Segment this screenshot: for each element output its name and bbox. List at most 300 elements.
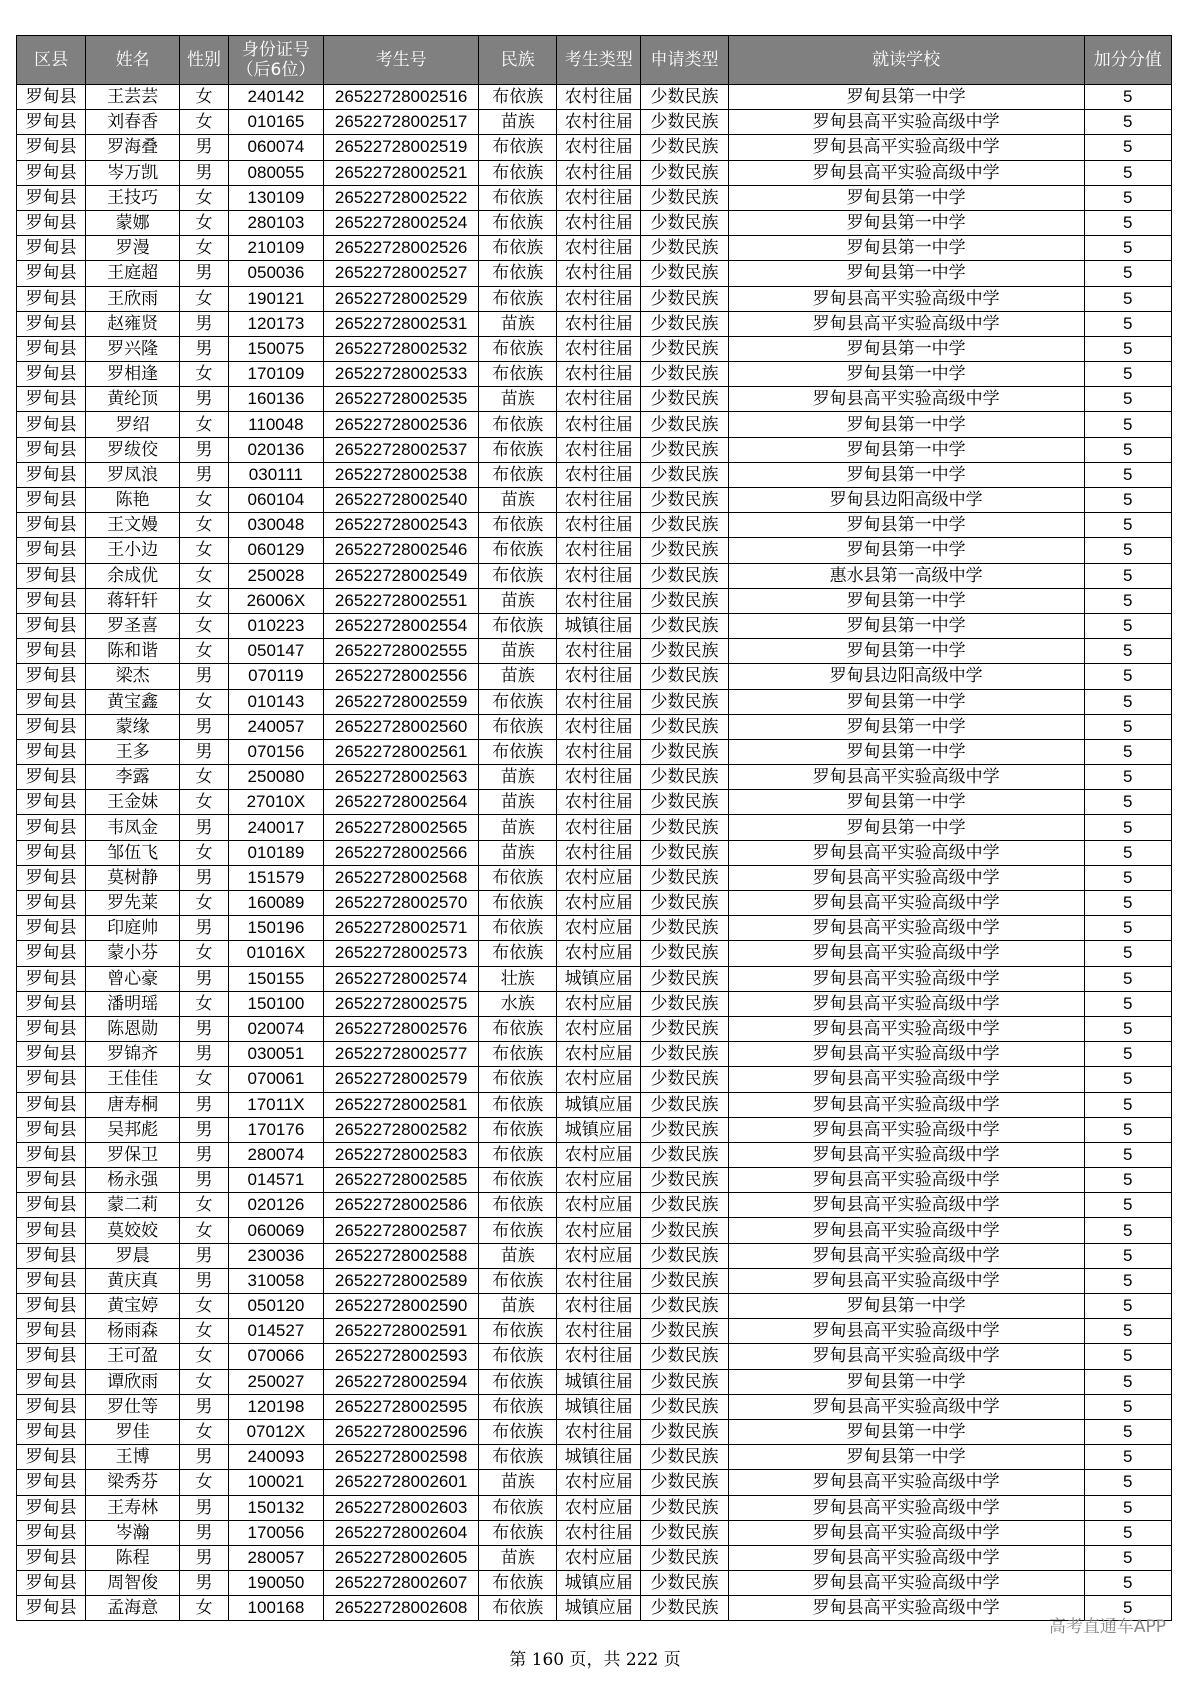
table-row <box>17 513 1172 538</box>
district-cell: 罗甸县 <box>17 1016 86 1041</box>
table-row <box>17 588 1172 613</box>
table-row <box>17 991 1172 1016</box>
bonus-points-cell: 5 <box>1084 790 1171 815</box>
candidate-type-cell: 农村应届 <box>557 1495 641 1520</box>
candidate-type-cell: 农村往届 <box>557 639 641 664</box>
name-cell: 罗绂佼 <box>86 437 180 462</box>
gender-cell: 男 <box>180 261 229 286</box>
application-type-cell: 少数民族 <box>641 261 728 286</box>
gender-cell: 男 <box>180 135 229 160</box>
id-last6-cell: 050036 <box>229 261 324 286</box>
application-type-cell: 少数民族 <box>641 790 728 815</box>
table-row <box>17 1344 1172 1369</box>
id-last6-cell: 010189 <box>229 840 324 865</box>
table-row <box>17 840 1172 865</box>
district-cell: 罗甸县 <box>17 639 86 664</box>
exam-number-cell: 26522728002531 <box>323 311 479 336</box>
name-cell: 陈和谐 <box>86 639 180 664</box>
district-cell: 罗甸县 <box>17 1067 86 1092</box>
candidate-type-cell: 农村往届 <box>557 110 641 135</box>
exam-number-cell: 26522728002596 <box>323 1419 479 1444</box>
gender-cell: 男 <box>180 1268 229 1293</box>
name-cell: 邹伍飞 <box>86 840 180 865</box>
table-row <box>17 1369 1172 1394</box>
bonus-points-cell: 5 <box>1084 739 1171 764</box>
id-last6-cell: 110048 <box>229 412 324 437</box>
candidate-type-cell: 农村往届 <box>557 538 641 563</box>
gender-cell: 女 <box>180 1419 229 1444</box>
id-last6-cell: 240142 <box>229 85 324 110</box>
ethnicity-cell: 苗族 <box>479 639 557 664</box>
school-cell: 罗甸县高平实验高级中学 <box>728 1042 1084 1067</box>
bonus-points-cell: 5 <box>1084 1394 1171 1419</box>
school-cell: 罗甸县高平实验高级中学 <box>728 1067 1084 1092</box>
table-row <box>17 1294 1172 1319</box>
ethnicity-cell: 布依族 <box>479 689 557 714</box>
candidate-type-cell: 农村往届 <box>557 840 641 865</box>
candidate-type-cell: 农村往届 <box>557 362 641 387</box>
school-cell: 罗甸县高平实验高级中学 <box>728 1596 1084 1621</box>
candidate-type-cell: 农村应届 <box>557 941 641 966</box>
application-type-cell: 少数民族 <box>641 714 728 739</box>
bonus-points-cell: 5 <box>1084 664 1171 689</box>
school-cell: 罗甸县第一中学 <box>728 815 1084 840</box>
application-type-cell: 少数民族 <box>641 639 728 664</box>
gender-cell: 男 <box>180 1016 229 1041</box>
school-cell: 罗甸县高平实验高级中学 <box>728 1470 1084 1495</box>
name-cell: 岑万凯 <box>86 160 180 185</box>
bonus-points-cell: 5 <box>1084 261 1171 286</box>
application-type-cell: 少数民族 <box>641 488 728 513</box>
gender-cell: 男 <box>180 437 229 462</box>
name-cell: 吴邦彪 <box>86 1117 180 1142</box>
id-last6-cell: 280074 <box>229 1142 324 1167</box>
application-type-cell: 少数民族 <box>641 1067 728 1092</box>
gender-cell: 女 <box>180 613 229 638</box>
name-cell: 蒋轩轩 <box>86 588 180 613</box>
table-row <box>17 210 1172 235</box>
table-row <box>17 1193 1172 1218</box>
id-last6-cell: 07012X <box>229 1419 324 1444</box>
ethnicity-cell: 苗族 <box>479 488 557 513</box>
exam-number-cell: 26522728002568 <box>323 865 479 890</box>
id-last6-cell: 050147 <box>229 639 324 664</box>
exam-number-cell: 26522728002593 <box>323 1344 479 1369</box>
bonus-points-cell: 5 <box>1084 613 1171 638</box>
name-cell: 王小边 <box>86 538 180 563</box>
id-last6-cell: 060074 <box>229 135 324 160</box>
ethnicity-cell: 苗族 <box>479 1243 557 1268</box>
gender-cell: 男 <box>180 462 229 487</box>
candidate-type-cell: 农村应届 <box>557 1142 641 1167</box>
name-cell: 岑瀚 <box>86 1520 180 1545</box>
id-last6-cell: 070156 <box>229 739 324 764</box>
application-type-cell: 少数民族 <box>641 336 728 361</box>
application-type-cell: 少数民族 <box>641 1596 728 1621</box>
candidate-type-cell: 农村往届 <box>557 412 641 437</box>
school-cell: 罗甸县高平实验高级中学 <box>728 286 1084 311</box>
id-last6-cell: 120198 <box>229 1394 324 1419</box>
school-cell: 罗甸县高平实验高级中学 <box>728 891 1084 916</box>
exam-number-cell: 26522728002586 <box>323 1193 479 1218</box>
school-cell: 罗甸县第一中学 <box>728 261 1084 286</box>
bonus-points-cell: 5 <box>1084 1495 1171 1520</box>
application-type-cell: 少数民族 <box>641 1243 728 1268</box>
id-last6-cell: 150155 <box>229 966 324 991</box>
ethnicity-cell: 布依族 <box>479 1042 557 1067</box>
bonus-points-cell: 5 <box>1084 236 1171 261</box>
school-cell: 罗甸县高平实验高级中学 <box>728 1571 1084 1596</box>
table-row <box>17 1218 1172 1243</box>
bonus-points-cell: 5 <box>1084 1470 1171 1495</box>
id-last6-cell: 010143 <box>229 689 324 714</box>
candidate-type-cell: 农村往届 <box>557 185 641 210</box>
district-cell: 罗甸县 <box>17 1394 86 1419</box>
gender-cell: 女 <box>180 1218 229 1243</box>
id-last6-cell: 060104 <box>229 488 324 513</box>
candidate-type-cell: 农村往届 <box>557 1344 641 1369</box>
table-row <box>17 765 1172 790</box>
ethnicity-cell: 布依族 <box>479 462 557 487</box>
candidate-type-cell: 城镇应届 <box>557 966 641 991</box>
school-cell: 罗甸县高平实验高级中学 <box>728 1142 1084 1167</box>
gender-cell: 女 <box>180 1067 229 1092</box>
exam-number-cell: 26522728002571 <box>323 916 479 941</box>
gender-cell: 女 <box>180 210 229 235</box>
bonus-points-cell: 5 <box>1084 1445 1171 1470</box>
application-type-cell: 少数民族 <box>641 1470 728 1495</box>
school-cell: 罗甸县高平实验高级中学 <box>728 1394 1084 1419</box>
bonus-points-cell: 5 <box>1084 135 1171 160</box>
district-cell: 罗甸县 <box>17 488 86 513</box>
exam-number-cell: 26522728002517 <box>323 110 479 135</box>
table-row <box>17 412 1172 437</box>
bonus-points-cell: 5 <box>1084 891 1171 916</box>
bonus-points-cell: 5 <box>1084 1545 1171 1570</box>
district-cell: 罗甸县 <box>17 865 86 890</box>
bonus-points-cell: 5 <box>1084 1596 1171 1621</box>
name-cell: 梁杰 <box>86 664 180 689</box>
gender-cell: 女 <box>180 1193 229 1218</box>
gender-cell: 男 <box>180 815 229 840</box>
gender-cell: 男 <box>180 966 229 991</box>
application-type-cell: 少数民族 <box>641 891 728 916</box>
bonus-points-cell: 5 <box>1084 1243 1171 1268</box>
name-cell: 杨雨森 <box>86 1319 180 1344</box>
ethnicity-cell: 布依族 <box>479 1193 557 1218</box>
exam-number-cell: 26522728002533 <box>323 362 479 387</box>
exam-number-cell: 26522728002522 <box>323 185 479 210</box>
district-cell: 罗甸县 <box>17 261 86 286</box>
application-type-cell: 少数民族 <box>641 941 728 966</box>
gender-cell: 男 <box>180 1092 229 1117</box>
gender-cell: 女 <box>180 362 229 387</box>
name-cell: 余成优 <box>86 563 180 588</box>
district-cell: 罗甸县 <box>17 1571 86 1596</box>
bonus-points-cell: 5 <box>1084 588 1171 613</box>
district-cell: 罗甸县 <box>17 991 86 1016</box>
id-last6-cell: 27010X <box>229 790 324 815</box>
school-cell: 罗甸县第一中学 <box>728 790 1084 815</box>
ethnicity-cell: 布依族 <box>479 1419 557 1444</box>
name-cell: 潘明瑶 <box>86 991 180 1016</box>
exam-number-cell: 26522728002601 <box>323 1470 479 1495</box>
id-last6-cell: 280103 <box>229 210 324 235</box>
name-cell: 王文嫚 <box>86 513 180 538</box>
application-type-cell: 少数民族 <box>641 412 728 437</box>
district-cell: 罗甸县 <box>17 1243 86 1268</box>
gender-cell: 男 <box>180 336 229 361</box>
exam-number-cell: 26522728002594 <box>323 1369 479 1394</box>
exam-number-cell: 26522728002524 <box>323 210 479 235</box>
name-cell: 王佳佳 <box>86 1067 180 1092</box>
application-type-cell: 少数民族 <box>641 185 728 210</box>
district-cell: 罗甸县 <box>17 160 86 185</box>
table-row <box>17 1243 1172 1268</box>
col-header-bonus-points: 加分分值 <box>1084 36 1171 85</box>
school-cell: 罗甸县高平实验高级中学 <box>728 991 1084 1016</box>
id-last6-cell: 170176 <box>229 1117 324 1142</box>
district-cell: 罗甸县 <box>17 437 86 462</box>
name-cell: 蒙二莉 <box>86 1193 180 1218</box>
school-cell: 罗甸县高平实验高级中学 <box>728 1344 1084 1369</box>
name-cell: 王金妹 <box>86 790 180 815</box>
exam-number-cell: 26522728002605 <box>323 1545 479 1570</box>
candidate-type-cell: 农村往届 <box>557 689 641 714</box>
school-cell: 罗甸县高平实验高级中学 <box>728 311 1084 336</box>
id-last6-cell: 210109 <box>229 236 324 261</box>
id-last6-cell: 150075 <box>229 336 324 361</box>
ethnicity-cell: 布依族 <box>479 1218 557 1243</box>
exam-number-cell: 26522728002576 <box>323 1016 479 1041</box>
application-type-cell: 少数民族 <box>641 1142 728 1167</box>
table-row <box>17 362 1172 387</box>
candidate-type-cell: 农村应届 <box>557 1545 641 1570</box>
district-cell: 罗甸县 <box>17 966 86 991</box>
application-type-cell: 少数民族 <box>641 160 728 185</box>
exam-number-cell: 26522728002564 <box>323 790 479 815</box>
gender-cell: 女 <box>180 941 229 966</box>
id-last6-cell: 070061 <box>229 1067 324 1092</box>
application-type-cell: 少数民族 <box>641 1294 728 1319</box>
ethnicity-cell: 布依族 <box>479 1092 557 1117</box>
school-cell: 罗甸县高平实验高级中学 <box>728 1193 1084 1218</box>
bonus-points-cell: 5 <box>1084 538 1171 563</box>
name-cell: 王寿林 <box>86 1495 180 1520</box>
candidate-type-cell: 农村往届 <box>557 790 641 815</box>
gender-cell: 男 <box>180 1394 229 1419</box>
name-cell: 王庭超 <box>86 261 180 286</box>
school-cell: 罗甸县第一中学 <box>728 739 1084 764</box>
candidate-type-cell: 农村往届 <box>557 135 641 160</box>
table-row <box>17 437 1172 462</box>
exam-number-cell: 26522728002588 <box>323 1243 479 1268</box>
application-type-cell: 少数民族 <box>641 1520 728 1545</box>
exam-number-cell: 26522728002565 <box>323 815 479 840</box>
name-cell: 罗锦齐 <box>86 1042 180 1067</box>
district-cell: 罗甸县 <box>17 941 86 966</box>
bonus-points-cell: 5 <box>1084 387 1171 412</box>
table-row <box>17 563 1172 588</box>
table-row <box>17 1142 1172 1167</box>
exam-number-cell: 26522728002582 <box>323 1117 479 1142</box>
bonus-points-cell: 5 <box>1084 941 1171 966</box>
candidate-type-cell: 农村往届 <box>557 563 641 588</box>
district-cell: 罗甸县 <box>17 563 86 588</box>
name-cell: 罗海叠 <box>86 135 180 160</box>
bonus-points-cell: 5 <box>1084 513 1171 538</box>
bonus-points-cell: 5 <box>1084 1369 1171 1394</box>
table-row <box>17 261 1172 286</box>
exam-number-cell: 26522728002554 <box>323 613 479 638</box>
name-cell: 谭欣雨 <box>86 1369 180 1394</box>
application-type-cell: 少数民族 <box>641 135 728 160</box>
table-row <box>17 185 1172 210</box>
gender-cell: 男 <box>180 1545 229 1570</box>
candidate-type-cell: 农村往届 <box>557 815 641 840</box>
ethnicity-cell: 布依族 <box>479 85 557 110</box>
ethnicity-cell: 布依族 <box>479 286 557 311</box>
ethnicity-cell: 布依族 <box>479 714 557 739</box>
bonus-points-cell: 5 <box>1084 1117 1171 1142</box>
school-cell: 罗甸县高平实验高级中学 <box>728 1243 1084 1268</box>
exam-number-cell: 26522728002561 <box>323 739 479 764</box>
school-cell: 罗甸县第一中学 <box>728 639 1084 664</box>
table-row <box>17 1545 1172 1570</box>
ethnicity-cell: 布依族 <box>479 1596 557 1621</box>
application-type-cell: 少数民族 <box>641 513 728 538</box>
ethnicity-cell: 布依族 <box>479 1495 557 1520</box>
col-header-exam-number: 考生号 <box>323 36 479 85</box>
name-cell: 蒙娜 <box>86 210 180 235</box>
id-last6-cell: 250027 <box>229 1369 324 1394</box>
table-row <box>17 387 1172 412</box>
district-cell: 罗甸县 <box>17 765 86 790</box>
ethnicity-cell: 布依族 <box>479 1168 557 1193</box>
candidate-type-cell: 城镇应届 <box>557 1596 641 1621</box>
col-header-district: 区县 <box>17 36 86 85</box>
school-cell: 罗甸县高平实验高级中学 <box>728 1268 1084 1293</box>
exam-number-cell: 26522728002595 <box>323 1394 479 1419</box>
exam-number-cell: 26522728002560 <box>323 714 479 739</box>
district-cell: 罗甸县 <box>17 135 86 160</box>
gender-cell: 男 <box>180 714 229 739</box>
name-cell: 唐寿桐 <box>86 1092 180 1117</box>
exam-number-cell: 26522728002543 <box>323 513 479 538</box>
id-last6-cell: 130109 <box>229 185 324 210</box>
table-row <box>17 135 1172 160</box>
ethnicity-cell: 布依族 <box>479 1520 557 1545</box>
gender-cell: 男 <box>180 160 229 185</box>
name-cell: 罗相逢 <box>86 362 180 387</box>
candidate-type-cell: 城镇往届 <box>557 1445 641 1470</box>
candidate-type-cell: 农村往届 <box>557 664 641 689</box>
name-cell: 蒙小芬 <box>86 941 180 966</box>
exam-number-cell: 26522728002529 <box>323 286 479 311</box>
ethnicity-cell: 苗族 <box>479 1470 557 1495</box>
exam-number-cell: 26522728002532 <box>323 336 479 361</box>
ethnicity-cell: 苗族 <box>479 790 557 815</box>
table-row <box>17 613 1172 638</box>
gender-cell: 女 <box>180 286 229 311</box>
name-cell: 陈程 <box>86 1545 180 1570</box>
table-row <box>17 236 1172 261</box>
ethnicity-cell: 布依族 <box>479 210 557 235</box>
col-header-ethnicity: 民族 <box>479 36 557 85</box>
school-cell: 罗甸县高平实验高级中学 <box>728 765 1084 790</box>
exam-number-cell: 26522728002570 <box>323 891 479 916</box>
id-last6-cell: 060069 <box>229 1218 324 1243</box>
ethnicity-cell: 水族 <box>479 991 557 1016</box>
district-cell: 罗甸县 <box>17 1142 86 1167</box>
ethnicity-cell: 布依族 <box>479 336 557 361</box>
school-cell: 罗甸县高平实验高级中学 <box>728 941 1084 966</box>
id-last6-cell: 151579 <box>229 865 324 890</box>
district-cell: 罗甸县 <box>17 462 86 487</box>
bonus-points-cell: 5 <box>1084 1344 1171 1369</box>
gender-cell: 男 <box>180 311 229 336</box>
id-last6-cell: 050120 <box>229 1294 324 1319</box>
exam-number-cell: 26522728002555 <box>323 639 479 664</box>
exam-number-cell: 26522728002566 <box>323 840 479 865</box>
application-type-cell: 少数民族 <box>641 1319 728 1344</box>
bonus-points-cell: 5 <box>1084 412 1171 437</box>
ethnicity-cell: 苗族 <box>479 588 557 613</box>
application-type-cell: 少数民族 <box>641 840 728 865</box>
school-cell: 罗甸县第一中学 <box>728 714 1084 739</box>
bonus-points-cell: 5 <box>1084 1067 1171 1092</box>
application-type-cell: 少数民族 <box>641 210 728 235</box>
exam-number-cell: 26522728002579 <box>323 1067 479 1092</box>
bonus-points-cell: 5 <box>1084 991 1171 1016</box>
exam-number-cell: 26522728002559 <box>323 689 479 714</box>
bonus-points-cell: 5 <box>1084 488 1171 513</box>
table-row <box>17 1470 1172 1495</box>
ethnicity-cell: 布依族 <box>479 513 557 538</box>
school-cell: 罗甸县高平实验高级中学 <box>728 840 1084 865</box>
table-row <box>17 1268 1172 1293</box>
bonus-points-cell: 5 <box>1084 110 1171 135</box>
school-cell: 罗甸县第一中学 <box>728 1369 1084 1394</box>
gender-cell: 女 <box>180 1319 229 1344</box>
id-last6-cell: 250080 <box>229 765 324 790</box>
gender-cell: 女 <box>180 689 229 714</box>
table-row <box>17 1495 1172 1520</box>
candidate-type-cell: 农村往届 <box>557 311 641 336</box>
candidate-type-cell: 农村往届 <box>557 387 641 412</box>
candidate-type-cell: 农村往届 <box>557 488 641 513</box>
candidate-type-cell: 农村应届 <box>557 1218 641 1243</box>
id-last6-cell: 170109 <box>229 362 324 387</box>
application-type-cell: 少数民族 <box>641 865 728 890</box>
school-cell: 罗甸县第一中学 <box>728 236 1084 261</box>
bonus-points-cell: 5 <box>1084 185 1171 210</box>
school-cell: 罗甸县边阳高级中学 <box>728 488 1084 513</box>
candidate-type-cell: 农村往届 <box>557 236 641 261</box>
exam-number-cell: 26522728002546 <box>323 538 479 563</box>
name-cell: 赵雍贤 <box>86 311 180 336</box>
gender-cell: 男 <box>180 916 229 941</box>
application-type-cell: 少数民族 <box>641 437 728 462</box>
ethnicity-cell: 布依族 <box>479 1142 557 1167</box>
application-type-cell: 少数民族 <box>641 1445 728 1470</box>
table-row <box>17 891 1172 916</box>
school-cell: 罗甸县第一中学 <box>728 513 1084 538</box>
id-last6-cell: 070066 <box>229 1344 324 1369</box>
school-cell: 罗甸县边阳高级中学 <box>728 664 1084 689</box>
gender-cell: 女 <box>180 538 229 563</box>
table-row <box>17 1596 1172 1621</box>
